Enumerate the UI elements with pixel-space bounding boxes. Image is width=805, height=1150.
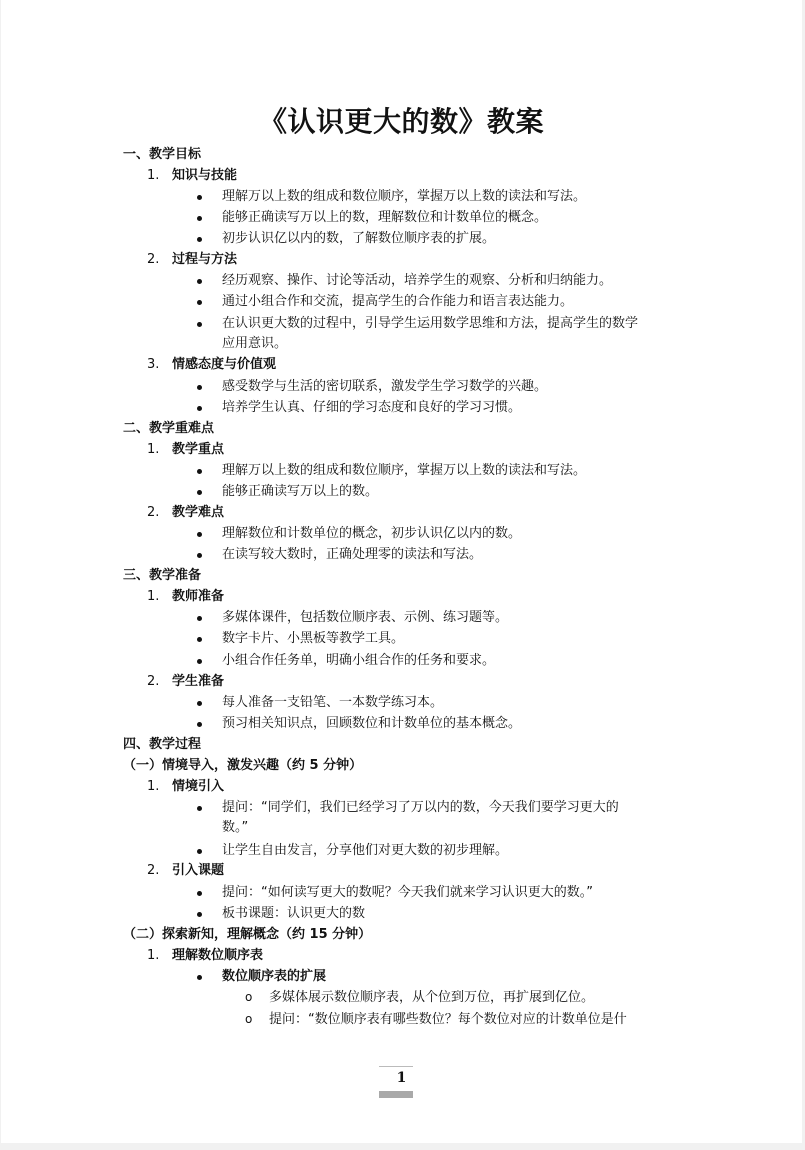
list-number: 1. [147, 779, 160, 794]
list-item: 理解数位和计数单位的概念，初步认识亿以内的数。 [222, 526, 522, 541]
subsection-heading: 引入课题 [172, 863, 225, 878]
section-heading: 四、教学过程 [123, 737, 202, 752]
bullet-icon [197, 469, 202, 474]
bullet-icon [197, 490, 202, 495]
section-heading: 三、教学准备 [123, 568, 202, 583]
subsection-heading: 知识与技能 [172, 168, 238, 183]
list-item: 理解万以上数的组成和数位顺序，掌握万以上数的读法和写法。 [222, 463, 587, 478]
subsection-heading: 情境引入 [172, 779, 225, 794]
bullet-icon [197, 385, 202, 390]
bullet-icon [197, 637, 202, 642]
bullet-icon [197, 659, 202, 664]
list-number: 3. [147, 357, 160, 372]
list-item: 让学生自由发言，分享他们对更大数的初步理解。 [222, 843, 509, 858]
list-number: 1. [147, 442, 160, 457]
bullet-icon [197, 849, 202, 854]
document-page [1, 0, 802, 1143]
bullet-icon [197, 216, 202, 221]
list-number: 2. [147, 863, 160, 878]
page-number-rule [379, 1066, 413, 1067]
bullet-icon [197, 701, 202, 706]
page-number: 1 [396, 1070, 407, 1086]
phase-heading: （二）探索新知，理解概念（约 15 分钟） [123, 927, 372, 942]
page-number-bar [379, 1091, 413, 1098]
list-item: 数字卡片、小黑板等教学工具。 [222, 631, 405, 646]
list-item-continuation: 数。” [222, 820, 249, 835]
list-item: 数位顺序表的扩展 [222, 969, 327, 984]
bullet-icon [197, 553, 202, 558]
bullet-icon [197, 722, 202, 727]
list-item: 经历观察、操作、讨论等活动，培养学生的观察、分析和归纳能力。 [222, 273, 613, 288]
bullet-icon [197, 300, 202, 305]
subsection-heading: 教学难点 [172, 505, 225, 520]
list-item: 能够正确读写万以上的数，理解数位和计数单位的概念。 [222, 210, 548, 225]
list-item: 提问：“同学们，我们已经学习了万以内的数，今天我们要学习更大的 [222, 800, 619, 815]
bullet-icon [197, 891, 202, 896]
bullet-icon [197, 406, 202, 411]
subsection-heading: 学生准备 [172, 674, 225, 689]
bullet-icon [197, 912, 202, 917]
list-item: 在认识更大数的过程中，引导学生运用数学思维和方法，提高学生的数学 [222, 316, 639, 331]
subsection-heading: 理解数位顺序表 [172, 948, 264, 963]
subsection-heading: 教师准备 [172, 589, 225, 604]
list-item: 小组合作任务单，明确小组合作的任务和要求。 [222, 653, 496, 668]
list-number: 2. [147, 252, 160, 267]
list-item: 每人准备一支铅笔、一本数学练习本。 [222, 695, 444, 710]
bullet-icon [197, 279, 202, 284]
bullet-icon [197, 532, 202, 537]
list-number: 2. [147, 674, 160, 689]
bullet-icon [197, 806, 202, 811]
sub-list-item: 提问：“数位顺序表有哪些数位？每个数位对应的计数单位是什 [269, 1012, 627, 1027]
bullet-icon [197, 322, 202, 327]
list-number: 1. [147, 948, 160, 963]
subsection-heading: 过程与方法 [172, 252, 238, 267]
list-item-continuation: 应用意识。 [222, 336, 288, 351]
section-heading: 一、教学目标 [123, 147, 202, 162]
list-item: 理解万以上数的组成和数位顺序，掌握万以上数的读法和写法。 [222, 189, 587, 204]
list-item: 感受数学与生活的密切联系，激发学生学习数学的兴趣。 [222, 379, 548, 394]
list-item: 在读写较大数时，正确处理零的读法和写法。 [222, 547, 483, 562]
list-item: 预习相关知识点，回顾数位和计数单位的基本概念。 [222, 716, 522, 731]
bullet-icon [197, 975, 202, 980]
bullet-icon [197, 616, 202, 621]
list-number: 1. [147, 589, 160, 604]
circle-bullet-icon: o [245, 1012, 253, 1026]
list-item: 通过小组合作和交流，提高学生的合作能力和语言表达能力。 [222, 294, 574, 309]
list-number: 2. [147, 505, 160, 520]
bullet-icon [197, 237, 202, 242]
list-item: 初步认识亿以内的数，了解数位顺序表的扩展。 [222, 231, 496, 246]
section-heading: 二、教学重难点 [123, 421, 215, 436]
document-title: 《认识更大的数》教案 [258, 105, 544, 138]
list-item: 板书课题：认识更大的数 [222, 906, 366, 921]
list-item: 能够正确读写万以上的数。 [222, 484, 379, 499]
phase-heading: （一）情境导入，激发兴趣（约 5 分钟） [123, 758, 363, 773]
subsection-heading: 情感态度与价值观 [172, 357, 277, 372]
list-item: 多媒体课件，包括数位顺序表、示例、练习题等。 [222, 610, 509, 625]
sub-list-item: 多媒体展示数位顺序表，从个位到万位，再扩展到亿位。 [269, 990, 595, 1005]
list-number: 1. [147, 168, 160, 183]
subsection-heading: 教学重点 [172, 442, 225, 457]
list-item: 培养学生认真、仔细的学习态度和良好的学习习惯。 [222, 400, 522, 415]
circle-bullet-icon: o [245, 990, 253, 1004]
list-item: 提问：“如何读写更大的数呢？今天我们就来学习认识更大的数。” [222, 885, 593, 900]
bullet-icon [197, 195, 202, 200]
